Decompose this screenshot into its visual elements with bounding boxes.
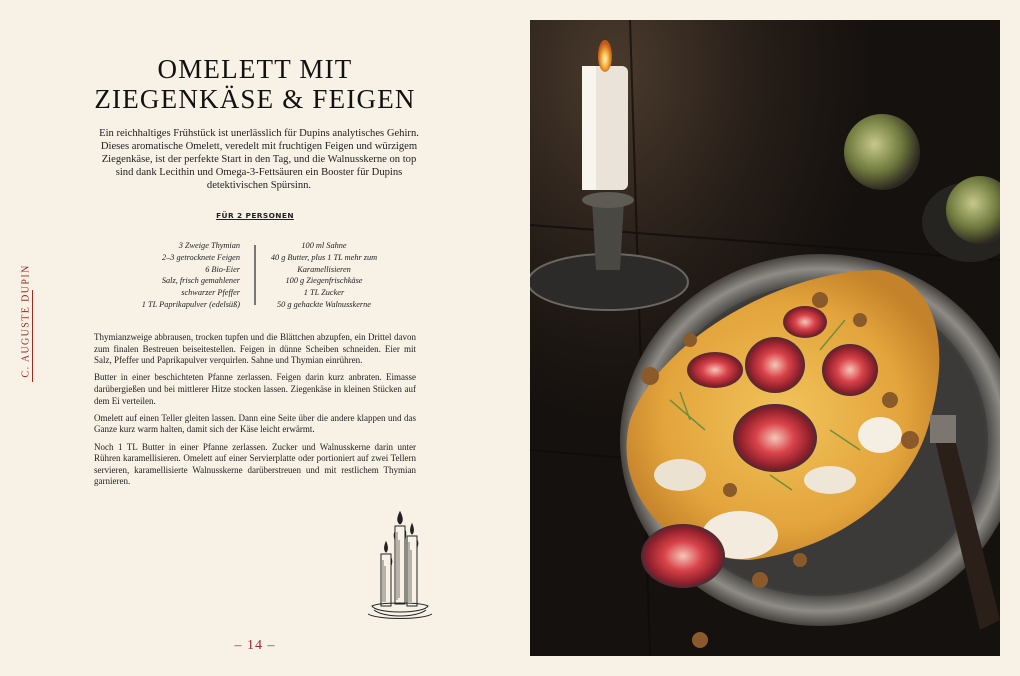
chapter-side-label [14, 264, 34, 382]
ingredient-item: 100 ml Sahne [301, 241, 347, 250]
step-paragraph: Omelett auf einen Teller gleiten lassen. Dann eine Seite über die andere klappen und das Ganze kurz warm halten, damit sich der Käse leicht erwärmt. [94, 412, 416, 435]
ingredient-item: 6 Bio-Eier [205, 264, 240, 274]
omelett-photo [530, 20, 1000, 656]
ingredient-item: 50 g gehackte Walnusskerne [277, 299, 371, 309]
step-paragraph: Thymianzweige abbrausen, trocken tupfen und die Blättchen abzupfen, ein Drittel davon zum finalen Bestreuen beiseitestellen. Feigen in dünne Scheiben schneiden. Eier mit Salz, Pfeffer und Paprikapulver verquirlen. Sahne und Thymian einrühren. [94, 332, 416, 366]
ingredients-left [110, 240, 240, 311]
ingredient-item: 100 g Ziegenfrischkäse [285, 276, 363, 286]
ingredient-item: schwarzer Pfeffer [181, 288, 240, 298]
recipe-title [60, 54, 450, 114]
side-label-text: C. AUGUSTE DUPIN [20, 264, 32, 378]
title-line-1: OMELETT MIT [157, 54, 353, 84]
ingredient-item: Karamellisieren [297, 264, 351, 274]
recipe-steps [94, 332, 416, 494]
servings-label: FÜR 2 PERSONEN [216, 211, 294, 220]
ingredient-item: 1 TL Zucker [303, 288, 345, 298]
ingredient-item: 2–3 getrocknete Feigen [161, 252, 240, 262]
ingredients-right [264, 240, 384, 311]
page-number: – 14 – [234, 638, 276, 653]
candles-illustration [364, 510, 436, 622]
ingredients-divider [254, 245, 256, 305]
side-label-rule [32, 290, 33, 382]
recipe-intro: Ein reichhaltiges Frühstück ist unerlässlich für Dupins analytisches Gehirn. Dieses aromatische Omelett, veredelt mit fruchtigen Feigen und würzigem Ziegenkäse, ist der perfekte Start in den Tag, und die Walnusskerne on top sind dank Lecithin und Omega-3-Fettsäuren ein Booster für Dupins detektivischen Spürsinn. [99, 128, 419, 191]
title-line-2: ZIEGENKÄSE & FEIGEN [94, 84, 416, 114]
step-paragraph: Noch 1 TL Butter in einer Pfanne zerlassen. Zucker und Walnusskerne darin unter Rühren karamellisieren. Omelett auf einer Servierplatte oder portioniert auf zwei Tellern servieren, karamellisierte Walnusskerne darüberstreuen und mit restlichem Thymian garnieren. [94, 441, 416, 487]
ingredient-item: 1 TL Paprikapulver (edelsüß) [141, 299, 240, 309]
step-paragraph: Butter in einer beschichteten Pfanne zerlassen. Feigen darin kurz anbraten. Eimasse darübergießen und bei mittlerer Hitze stocken lassen. Ziegenkäse in kleinen Stücken auf dem Ei verteilen. [94, 372, 416, 406]
ingredient-item: Salz, frisch gemahlener [161, 276, 240, 286]
ingredient-item: 40 g Butter, plus 1 TL mehr zum [270, 252, 378, 262]
right-page [510, 0, 1020, 676]
ingredient-item: 3 Zweige Thymian [178, 241, 240, 250]
food-photo-illustration [530, 20, 1000, 656]
